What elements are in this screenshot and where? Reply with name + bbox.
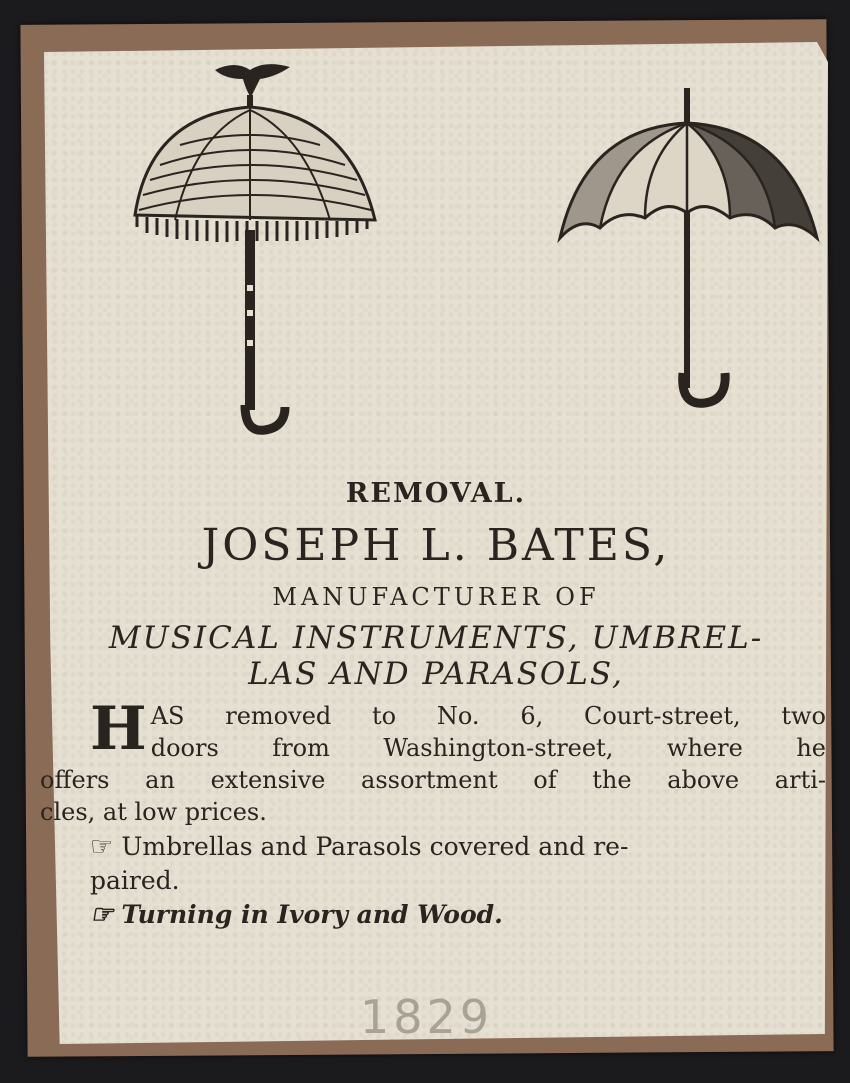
note1-line-2: paired. [90, 866, 180, 895]
note-repairs [90, 830, 826, 898]
body-line-3: offers an extensive assortment of the above arti- [40, 766, 826, 794]
goods-list [44, 620, 828, 692]
fringed-parasol-icon [125, 55, 385, 440]
subheading: MANUFACTURER OF [272, 583, 600, 611]
pointing-hand-icon: ☞ [90, 900, 114, 930]
note1-line-1: Umbrellas and Parasols covered and re- [121, 832, 629, 861]
body-line-1: AS removed to No. 6, Court-street, two [150, 702, 826, 730]
note-turning [90, 898, 826, 932]
body-line-4: cles, at low prices. [40, 798, 267, 826]
body-paragraph [40, 694, 826, 828]
drop-cap: H [90, 694, 147, 764]
body-line-2: doors from Washington-street, where he [150, 734, 826, 762]
goods-line-1: MUSICAL INSTRUMENTS, UMBREL- [108, 620, 764, 656]
removal-heading: REMOVAL. [345, 478, 527, 509]
umbrella-icon [555, 88, 820, 413]
pointing-hand-icon: ☞ [90, 832, 114, 862]
proprietor-name: JOSEPH L. BATES, [201, 520, 671, 571]
goods-line-2: LAS AND PARASOLS, [248, 656, 624, 692]
handwritten-date: 1829 [360, 990, 494, 1044]
note2-text: Turning in Ivory and Wood. [121, 900, 503, 929]
